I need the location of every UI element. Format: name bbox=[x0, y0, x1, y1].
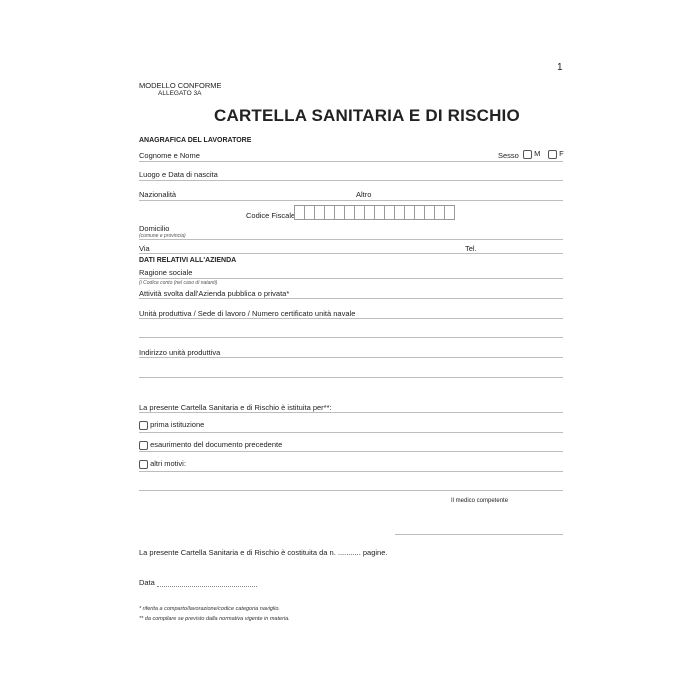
unita-produttiva-label: Unità produttiva / Sede di lavoro / Numero certificato unità navale bbox=[139, 309, 356, 318]
domicilio-note: (comune e provincia) bbox=[139, 233, 186, 239]
prima-istituzione-line bbox=[139, 432, 563, 433]
istituzione-intro: La presente Cartella Sanitaria e di Rischio è istituita per**: bbox=[139, 403, 332, 412]
azienda-section-title: DATI RELATIVI ALL'AZIENDA bbox=[139, 257, 237, 264]
via-label: Via bbox=[139, 244, 150, 253]
medico-signature-line[interactable] bbox=[395, 534, 563, 535]
sesso-m-label: M bbox=[534, 149, 541, 158]
prima-istituzione-checkbox[interactable] bbox=[139, 421, 148, 430]
istituzione-intro-line bbox=[139, 412, 563, 413]
sesso-m-option[interactable] bbox=[523, 149, 540, 159]
codice-fiscale-label: Codice Fiscale bbox=[246, 211, 296, 220]
medico-competente-label: Il medico competente bbox=[451, 498, 509, 504]
data-field[interactable] bbox=[157, 586, 257, 587]
via-field[interactable] bbox=[139, 253, 563, 254]
sesso-f-label: F bbox=[559, 149, 564, 158]
option-prima-istituzione[interactable] bbox=[139, 420, 204, 430]
indirizzo-field-1[interactable] bbox=[139, 357, 563, 358]
altri-motivi-label: altri motivi: bbox=[150, 459, 186, 468]
domicilio-field[interactable] bbox=[139, 239, 563, 240]
attivita-field[interactable] bbox=[139, 298, 563, 299]
domicilio-label: Domicilio bbox=[139, 224, 170, 233]
sesso-f-checkbox[interactable] bbox=[548, 150, 557, 159]
esaurimento-checkbox[interactable] bbox=[139, 441, 148, 450]
ragione-sociale-note: (i Codice conto (nel caso di natanti) bbox=[139, 280, 218, 286]
esaurimento-line bbox=[139, 451, 563, 452]
allegato-label: ALLEGATO 3A bbox=[158, 90, 202, 97]
luogo-data-field[interactable] bbox=[139, 180, 563, 181]
document-title: CARTELLA SANITARIA E DI RISCHIO bbox=[214, 106, 520, 125]
sesso-m-checkbox[interactable] bbox=[523, 150, 532, 159]
altri-motivi-field-1[interactable] bbox=[139, 471, 563, 472]
modello-conforme-label: MODELLO CONFORME bbox=[139, 81, 222, 90]
indirizzo-label: Indirizzo unità produttiva bbox=[139, 348, 221, 357]
page-number: 1 bbox=[557, 62, 563, 73]
sesso-label: Sesso bbox=[498, 151, 519, 160]
codice-fiscale-field[interactable] bbox=[294, 205, 455, 220]
footnote-2: ** da compilare se previsto dalla normativa vigente in materia. bbox=[139, 616, 290, 622]
option-esaurimento[interactable] bbox=[139, 440, 282, 450]
nazionalita-label: Nazionalità bbox=[139, 190, 177, 199]
ragione-sociale-field[interactable] bbox=[139, 278, 563, 279]
sesso-f-option[interactable] bbox=[548, 149, 564, 159]
unita-produttiva-field-1[interactable] bbox=[139, 318, 563, 319]
prima-istituzione-label: prima istituzione bbox=[150, 420, 205, 429]
indirizzo-field-2[interactable] bbox=[139, 377, 563, 378]
option-altri-motivi[interactable] bbox=[139, 459, 186, 469]
ragione-sociale-label: Ragione sociale bbox=[139, 268, 193, 277]
costituita-statement: La presente Cartella Sanitaria e di Rischio è costituita da n. ........... pagine. bbox=[139, 548, 388, 557]
nazionalita-field[interactable] bbox=[139, 200, 563, 201]
cognome-nome-label: Cognome e Nome bbox=[139, 151, 200, 160]
anagrafica-section-title: ANAGRAFICA DEL LAVORATORE bbox=[139, 137, 252, 144]
altro-label: Altro bbox=[356, 190, 372, 199]
attivita-label: Attività svolta dall'Azienda pubblica o privata* bbox=[139, 289, 290, 298]
tel-label: Tel. bbox=[465, 244, 477, 253]
luogo-data-label: Luogo e Data di nascita bbox=[139, 170, 218, 179]
esaurimento-label: esaurimento del documento precedente bbox=[150, 440, 283, 449]
unita-produttiva-field-2[interactable] bbox=[139, 337, 563, 338]
cognome-nome-field[interactable] bbox=[139, 161, 563, 162]
altri-motivi-checkbox[interactable] bbox=[139, 460, 148, 469]
data-label: Data bbox=[139, 578, 155, 587]
altri-motivi-field-2[interactable] bbox=[139, 490, 563, 491]
footnote-1: * riferita a comparto/lavorazione/codice categoria naviglio. bbox=[139, 606, 280, 612]
